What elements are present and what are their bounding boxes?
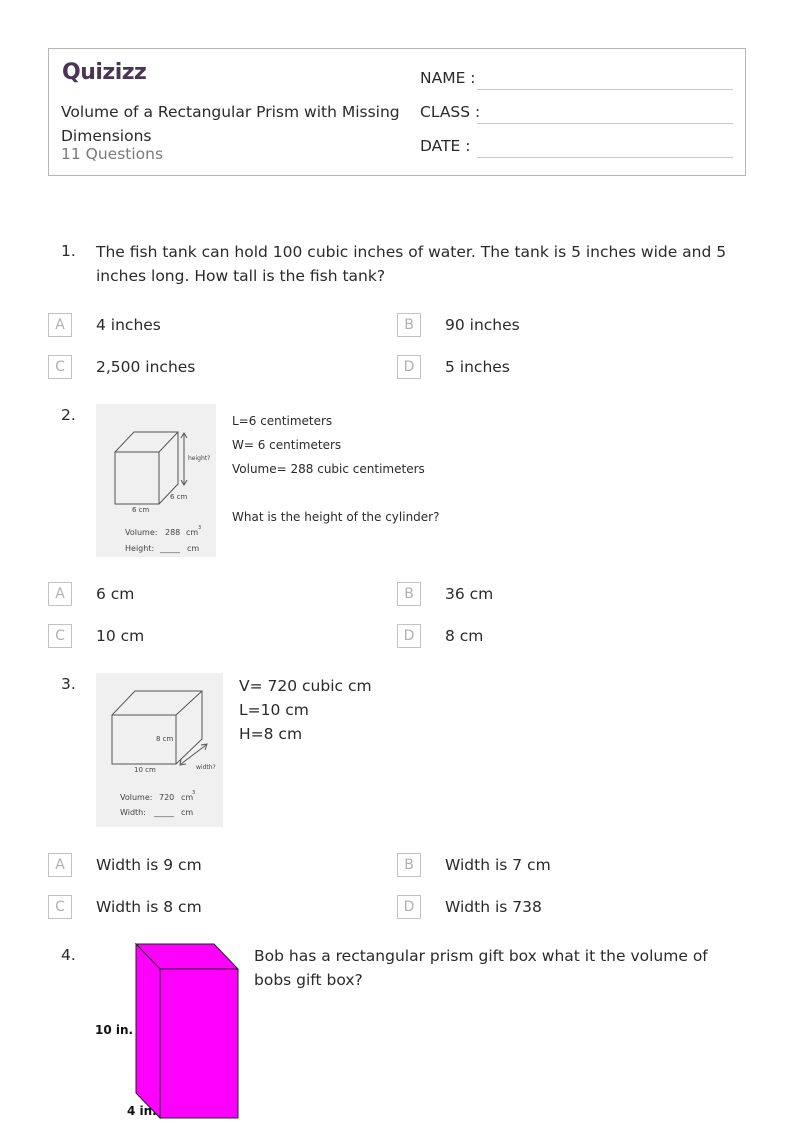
height-label: 8 cm xyxy=(156,735,174,743)
option-b-text: 90 inches xyxy=(445,316,520,334)
worksheet-title: Volume of a Rectangular Prism with Missing Dimensions xyxy=(61,103,400,145)
depth-label: 6 cm xyxy=(170,493,188,501)
width-row-label: Width: xyxy=(120,808,146,817)
volume-label: Volume: xyxy=(120,793,153,802)
option-b-text: 36 cm xyxy=(445,585,494,603)
option-b-box[interactable]: B xyxy=(397,853,421,877)
question-2-line-5: What is the height of the cylinder? xyxy=(232,510,440,524)
question-2-line-1: L=6 centimeters xyxy=(232,414,333,428)
length-label: 10 cm xyxy=(134,766,156,774)
question-3-line-3: H=8 cm xyxy=(239,725,303,743)
question-2-line-3: Volume= 288 cubic centimeters xyxy=(232,462,425,476)
volume-value: 288 xyxy=(165,528,181,537)
name-label: NAME : xyxy=(420,69,476,87)
gift-box-diagram xyxy=(92,940,242,1123)
option-c-box[interactable]: C xyxy=(48,355,72,379)
option-a-text: Width is 9 cm xyxy=(96,856,202,874)
question-3-figure xyxy=(96,673,223,827)
cube-diagram xyxy=(96,404,216,557)
depth-label: 4 in. xyxy=(127,1104,157,1118)
question-4-text: Bob has a rectangular prism gift box what it the volume of bobs gift box? xyxy=(254,947,708,989)
option-a-text: 4 inches xyxy=(96,316,161,334)
question-3-line-2: L=10 cm xyxy=(239,701,309,719)
option-d-box[interactable]: D xyxy=(397,895,421,919)
height-label: height? xyxy=(188,455,211,462)
option-b-box[interactable]: B xyxy=(397,313,421,337)
option-c-text: Width is 8 cm xyxy=(96,898,202,916)
volume-exponent: 3 xyxy=(192,790,196,796)
height-unit: cm xyxy=(187,544,200,553)
option-c-box[interactable]: C xyxy=(48,624,72,648)
width-unit: cm xyxy=(181,808,194,817)
volume-label: Volume: xyxy=(125,528,158,537)
option-c-box[interactable]: C xyxy=(48,895,72,919)
class-label: CLASS : xyxy=(420,103,481,121)
prism-diagram xyxy=(96,673,223,827)
volume-value: 720 xyxy=(159,793,175,802)
width-blank: _____ xyxy=(154,808,174,817)
option-d-box[interactable]: D xyxy=(397,355,421,379)
question-3-line-1: V= 720 cubic cm xyxy=(239,677,372,695)
quizizz-logo: Quizizz xyxy=(62,60,147,85)
question-4-figure xyxy=(92,940,242,1123)
class-field[interactable] xyxy=(477,123,733,124)
width-label: 6 cm xyxy=(132,506,150,514)
option-a-box[interactable]: A xyxy=(48,582,72,606)
height-label: 10 in. xyxy=(95,1023,134,1037)
option-d-text: 8 cm xyxy=(445,627,484,645)
name-field[interactable] xyxy=(477,89,733,90)
option-b-text: Width is 7 cm xyxy=(445,856,551,874)
volume-exponent: 3 xyxy=(198,525,202,531)
height-blank: _____ xyxy=(160,544,180,553)
question-4-number: 4. xyxy=(61,946,76,964)
question-count: 11 Questions xyxy=(61,145,164,163)
worksheet-header xyxy=(48,48,746,176)
question-2-number: 2. xyxy=(61,406,76,424)
date-field[interactable] xyxy=(477,157,733,158)
option-a-box[interactable]: A xyxy=(48,313,72,337)
volume-unit: cm xyxy=(186,528,199,537)
volume-unit: cm xyxy=(181,793,194,802)
question-3-number: 3. xyxy=(61,675,76,693)
question-1-number: 1. xyxy=(61,242,76,260)
width-label: width? xyxy=(196,764,216,771)
question-2-line-2: W= 6 centimeters xyxy=(232,438,342,452)
option-d-box[interactable]: D xyxy=(397,624,421,648)
option-c-text: 10 cm xyxy=(96,627,145,645)
option-d-text: 5 inches xyxy=(445,358,510,376)
question-2-figure xyxy=(96,404,216,557)
option-c-text: 2,500 inches xyxy=(96,358,196,376)
question-1-text: The fish tank can hold 100 cubic inches of water. The tank is 5 inches wide and 5 inches long. How tall is the fish tank? xyxy=(96,243,727,285)
option-a-box[interactable]: A xyxy=(48,853,72,877)
option-d-text: Width is 738 xyxy=(445,898,542,916)
option-a-text: 6 cm xyxy=(96,585,135,603)
date-label: DATE : xyxy=(420,137,471,155)
height-row-label: Height: xyxy=(125,544,155,553)
option-b-box[interactable]: B xyxy=(397,582,421,606)
